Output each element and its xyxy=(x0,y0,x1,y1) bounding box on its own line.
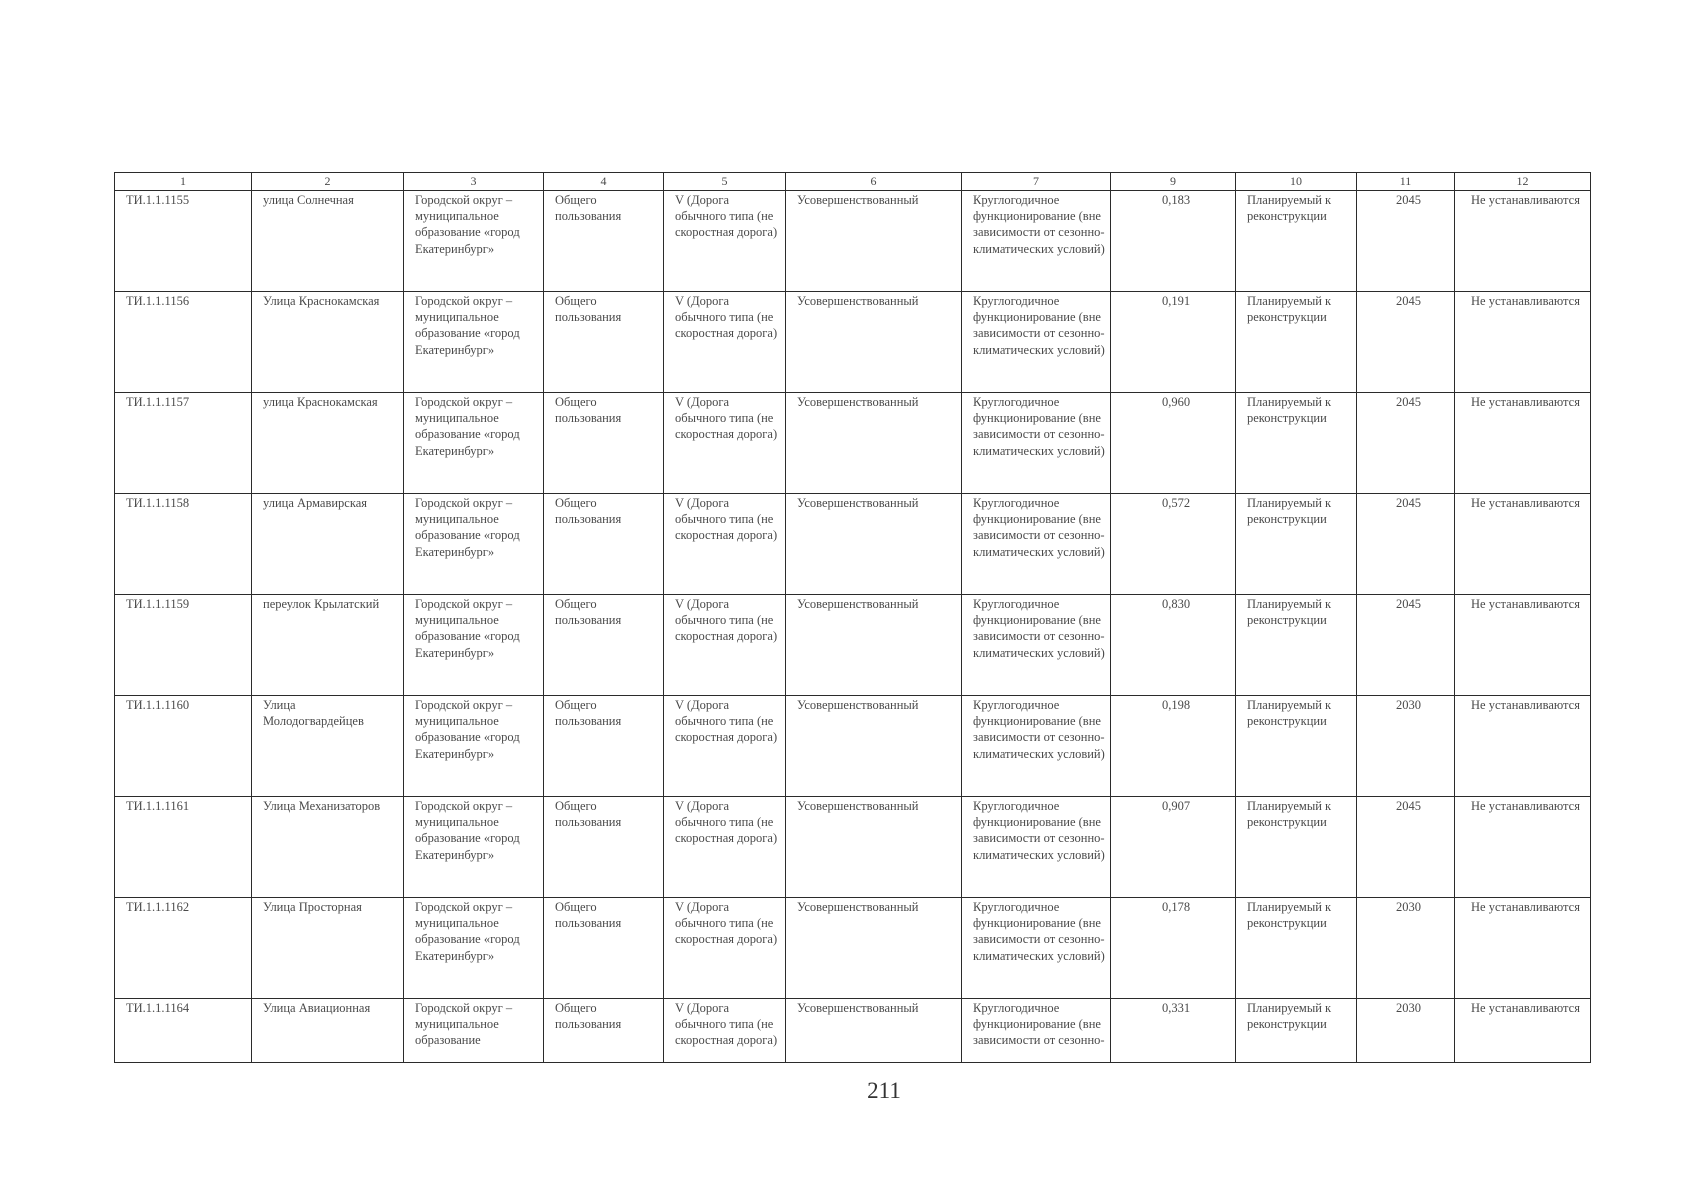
cell-year: 2030 xyxy=(1357,696,1455,797)
cell-owner: Городской округ – муниципальное образование «город Екатеринбург» xyxy=(404,393,544,494)
cell-year: 2045 xyxy=(1357,494,1455,595)
column-header: 3 xyxy=(404,173,544,191)
cell-note: Не устанавливаются xyxy=(1455,797,1591,898)
cell-surface: Усовершенствованный xyxy=(786,797,962,898)
cell-id: ТИ.1.1.1156 xyxy=(115,292,252,393)
table-row xyxy=(115,898,1591,999)
cell-note: Не устанавливаются xyxy=(1455,999,1591,1063)
cell-surface: Усовершенствованный xyxy=(786,393,962,494)
cell-status: Планируемый к реконструкции xyxy=(1236,696,1357,797)
cell-len: 0,183 xyxy=(1111,191,1236,292)
cell-note: Не устанавливаются xyxy=(1455,898,1591,999)
cell-mode: Круглогодичное функционирование (вне зависимости от сезонно-климатических условий) xyxy=(962,898,1111,999)
cell-id: ТИ.1.1.1155 xyxy=(115,191,252,292)
cell-id: ТИ.1.1.1159 xyxy=(115,595,252,696)
table-row xyxy=(115,494,1591,595)
table-header-row xyxy=(115,173,1591,191)
cell-year: 2045 xyxy=(1357,393,1455,494)
cell-mode: Круглогодичное функционирование (вне зависимости от сезонно-климатических условий) xyxy=(962,797,1111,898)
cell-mode: Круглогодичное функционирование (вне зависимости от сезонно-климатических условий) xyxy=(962,494,1111,595)
road-objects-table xyxy=(114,172,1591,1063)
cell-owner: Городской округ – муниципальное образование «город Екатеринбург» xyxy=(404,191,544,292)
cell-year: 2045 xyxy=(1357,191,1455,292)
cell-surface: Усовершенствованный xyxy=(786,494,962,595)
cell-status: Планируемый к реконструкции xyxy=(1236,494,1357,595)
cell-len: 0,830 xyxy=(1111,595,1236,696)
cell-surface: Усовершенствованный xyxy=(786,292,962,393)
cell-purpose: Общего пользования xyxy=(544,393,664,494)
cell-id: ТИ.1.1.1157 xyxy=(115,393,252,494)
document-page xyxy=(114,172,1590,1063)
cell-owner: Городской округ – муниципальное образование «город Екатеринбург» xyxy=(404,898,544,999)
cell-status: Планируемый к реконструкции xyxy=(1236,898,1357,999)
cell-purpose: Общего пользования xyxy=(544,494,664,595)
cell-category: V (Дорога обычного типа (не скоростная дорога) xyxy=(664,696,786,797)
cell-id: ТИ.1.1.1160 xyxy=(115,696,252,797)
cell-len: 0,572 xyxy=(1111,494,1236,595)
cell-year: 2030 xyxy=(1357,898,1455,999)
cell-purpose: Общего пользования xyxy=(544,292,664,393)
cell-year: 2045 xyxy=(1357,797,1455,898)
cell-surface: Усовершенствованный xyxy=(786,999,962,1063)
cell-status: Планируемый к реконструкции xyxy=(1236,595,1357,696)
column-header: 9 xyxy=(1111,173,1236,191)
cell-note: Не устанавливаются xyxy=(1455,393,1591,494)
cell-purpose: Общего пользования xyxy=(544,797,664,898)
cell-category: V (Дорога обычного типа (не скоростная дорога) xyxy=(664,191,786,292)
cell-owner: Городской округ – муниципальное образование «город Екатеринбург» xyxy=(404,797,544,898)
table-row xyxy=(115,191,1591,292)
cell-note: Не устанавливаются xyxy=(1455,191,1591,292)
table-row xyxy=(115,292,1591,393)
cell-note: Не устанавливаются xyxy=(1455,292,1591,393)
column-header: 11 xyxy=(1357,173,1455,191)
cell-year: 2045 xyxy=(1357,595,1455,696)
cell-len: 0,960 xyxy=(1111,393,1236,494)
table-row xyxy=(115,999,1591,1063)
cell-category: V (Дорога обычного типа (не скоростная дорога) xyxy=(664,595,786,696)
cell-name: улица Краснокамская xyxy=(252,393,404,494)
cell-len: 0,907 xyxy=(1111,797,1236,898)
cell-purpose: Общего пользования xyxy=(544,595,664,696)
cell-status: Планируемый к реконструкции xyxy=(1236,393,1357,494)
cell-name: улица Армавирская xyxy=(252,494,404,595)
cell-name: Улица Механизаторов xyxy=(252,797,404,898)
column-header: 12 xyxy=(1455,173,1591,191)
cell-note: Не устанавливаются xyxy=(1455,494,1591,595)
cell-surface: Усовершенствованный xyxy=(786,696,962,797)
cell-year: 2030 xyxy=(1357,999,1455,1063)
cell-id: ТИ.1.1.1158 xyxy=(115,494,252,595)
cell-mode: Круглогодичное функционирование (вне зависимости от сезонно- xyxy=(962,999,1111,1063)
column-header: 7 xyxy=(962,173,1111,191)
cell-category: V (Дорога обычного типа (не скоростная дорога) xyxy=(664,292,786,393)
cell-len: 0,178 xyxy=(1111,898,1236,999)
cell-status: Планируемый к реконструкции xyxy=(1236,191,1357,292)
table-row xyxy=(115,393,1591,494)
cell-purpose: Общего пользования xyxy=(544,898,664,999)
cell-note: Не устанавливаются xyxy=(1455,595,1591,696)
page-number: 211 xyxy=(867,1078,901,1103)
cell-mode: Круглогодичное функционирование (вне зависимости от сезонно-климатических условий) xyxy=(962,191,1111,292)
table-row xyxy=(115,797,1591,898)
cell-owner: Городской округ – муниципальное образование «город Екатеринбург» xyxy=(404,595,544,696)
column-header: 1 xyxy=(115,173,252,191)
cell-category: V (Дорога обычного типа (не скоростная дорога) xyxy=(664,393,786,494)
column-header: 5 xyxy=(664,173,786,191)
cell-owner: Городской округ – муниципальное образование xyxy=(404,999,544,1063)
cell-category: V (Дорога обычного типа (не скоростная дорога) xyxy=(664,999,786,1063)
cell-owner: Городской округ – муниципальное образование «город Екатеринбург» xyxy=(404,494,544,595)
cell-len: 0,191 xyxy=(1111,292,1236,393)
cell-mode: Круглогодичное функционирование (вне зависимости от сезонно-климатических условий) xyxy=(962,393,1111,494)
cell-note: Не устанавливаются xyxy=(1455,696,1591,797)
cell-owner: Городской округ – муниципальное образование «город Екатеринбург» xyxy=(404,292,544,393)
cell-category: V (Дорога обычного типа (не скоростная дорога) xyxy=(664,494,786,595)
column-header: 6 xyxy=(786,173,962,191)
cell-id: ТИ.1.1.1164 xyxy=(115,999,252,1063)
column-header: 4 xyxy=(544,173,664,191)
table-row xyxy=(115,696,1591,797)
cell-surface: Усовершенствованный xyxy=(786,191,962,292)
column-header: 2 xyxy=(252,173,404,191)
cell-name: Улица Молодогвардейцев xyxy=(252,696,404,797)
cell-id: ТИ.1.1.1161 xyxy=(115,797,252,898)
cell-category: V (Дорога обычного типа (не скоростная дорога) xyxy=(664,898,786,999)
cell-mode: Круглогодичное функционирование (вне зависимости от сезонно-климатических условий) xyxy=(962,595,1111,696)
cell-len: 0,198 xyxy=(1111,696,1236,797)
cell-category: V (Дорога обычного типа (не скоростная дорога) xyxy=(664,797,786,898)
table-row xyxy=(115,595,1591,696)
cell-status: Планируемый к реконструкции xyxy=(1236,292,1357,393)
cell-name: Улица Краснокамская xyxy=(252,292,404,393)
cell-mode: Круглогодичное функционирование (вне зависимости от сезонно-климатических условий) xyxy=(962,696,1111,797)
cell-id: ТИ.1.1.1162 xyxy=(115,898,252,999)
cell-name: Улица Авиационная xyxy=(252,999,404,1063)
cell-name: улица Солнечная xyxy=(252,191,404,292)
cell-len: 0,331 xyxy=(1111,999,1236,1063)
cell-name: Улица Просторная xyxy=(252,898,404,999)
column-header: 10 xyxy=(1236,173,1357,191)
cell-year: 2045 xyxy=(1357,292,1455,393)
cell-purpose: Общего пользования xyxy=(544,191,664,292)
cell-purpose: Общего пользования xyxy=(544,999,664,1063)
cell-surface: Усовершенствованный xyxy=(786,595,962,696)
cell-name: переулок Крылатский xyxy=(252,595,404,696)
cell-status: Планируемый к реконструкции xyxy=(1236,797,1357,898)
cell-mode: Круглогодичное функционирование (вне зависимости от сезонно-климатических условий) xyxy=(962,292,1111,393)
cell-owner: Городской округ – муниципальное образование «город Екатеринбург» xyxy=(404,696,544,797)
cell-surface: Усовершенствованный xyxy=(786,898,962,999)
cell-purpose: Общего пользования xyxy=(544,696,664,797)
cell-status: Планируемый к реконструкции xyxy=(1236,999,1357,1063)
